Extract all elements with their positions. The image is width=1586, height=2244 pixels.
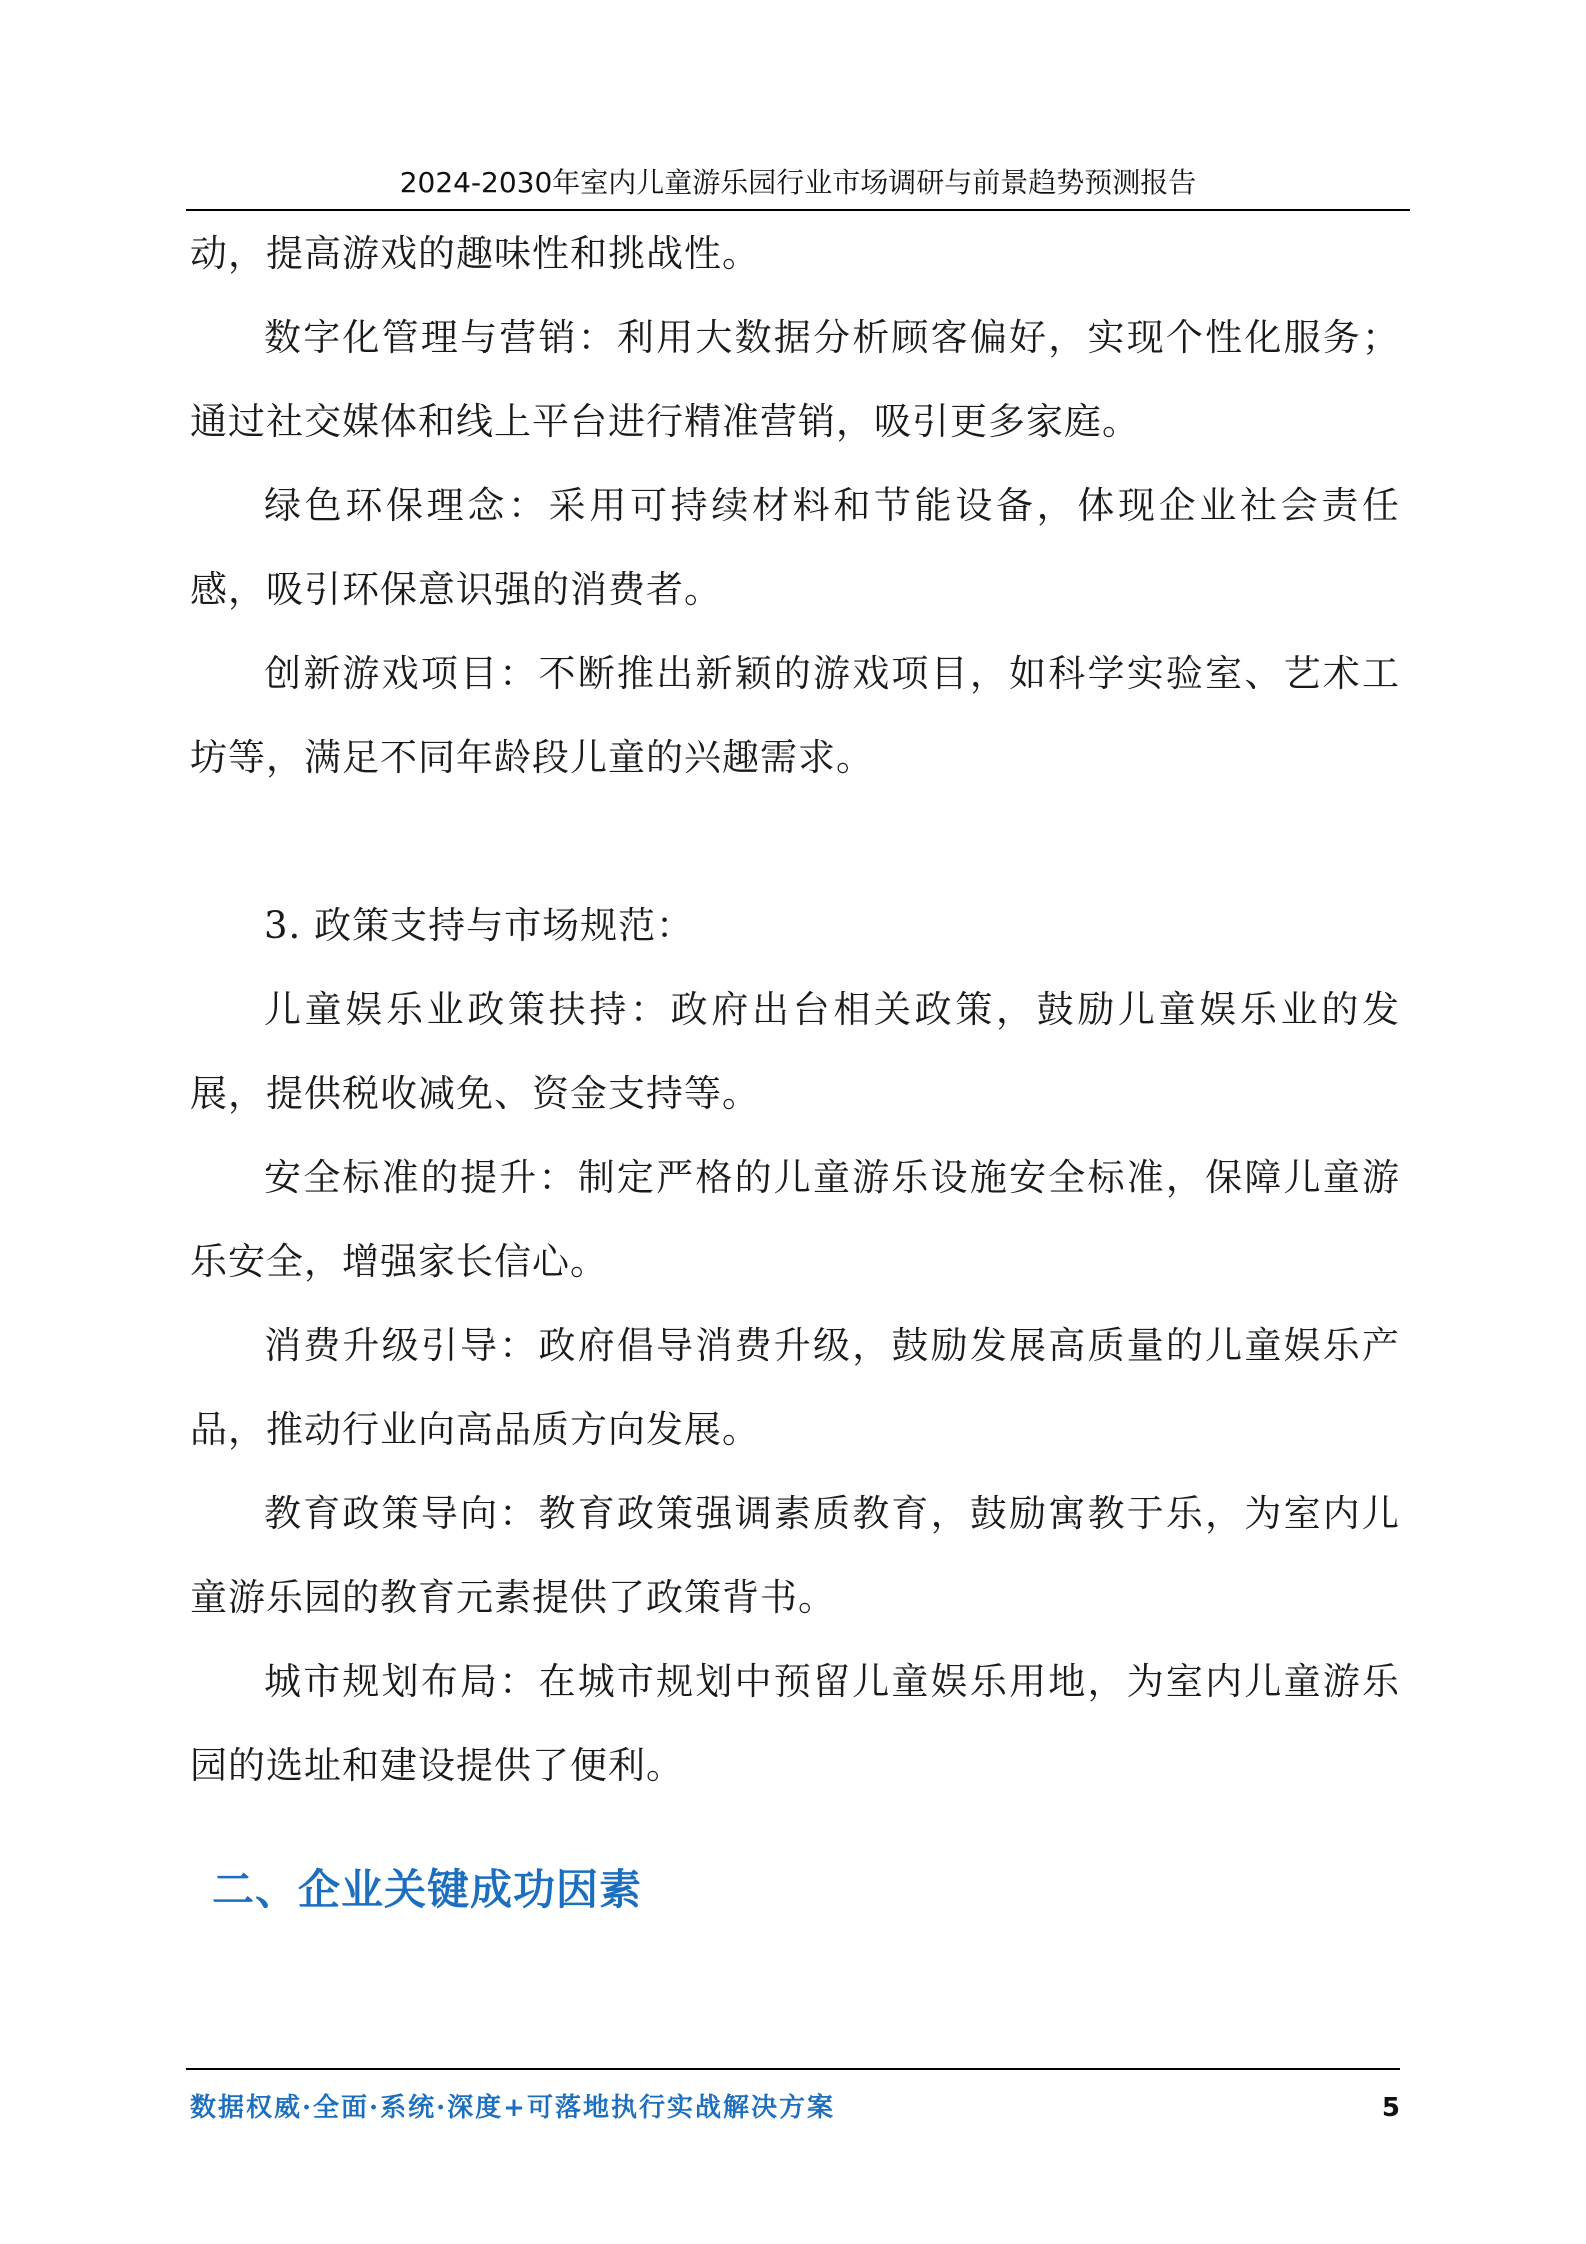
footer-slogan: 数据权威·全面·系统·深度+可落地执行实战解决方案: [190, 2093, 835, 2123]
page-header-title: 2024-2030年室内儿童游乐园行业市场调研与前景趋势预测报告: [399, 166, 1197, 199]
paragraph-green-concept: 绿色环保理念：采用可持续材料和节能设备，体现企业社会责任感，吸引环保意识强的消费者。: [190, 484, 1400, 611]
paragraph-safety-standards: 安全标准的提升：制定严格的儿童游乐设施安全标准，保障儿童游乐安全，增强家长信心。: [190, 1156, 1400, 1283]
page-number: 5: [1381, 2093, 1400, 2123]
paragraph-continuation: 动，提高游戏的趣味性和挑战性。: [190, 232, 760, 275]
section-spacer: [190, 1808, 1400, 1848]
paragraph-consumption-upgrade: 消费升级引导：政府倡导消费升级，鼓励发展高质量的儿童娱乐产品，推动行业向高品质方向发展。: [190, 1324, 1400, 1451]
footer-divider: [186, 2068, 1400, 2070]
paragraph-spacer: [190, 800, 1400, 884]
subsection-heading-policy: 3. 政策支持与市场规范：: [264, 904, 695, 947]
paragraph-urban-planning: 城市规划布局：在城市规划中预留儿童娱乐用地，为室内儿童游乐园的选址和建设提供了便利。: [190, 1660, 1400, 1787]
paragraph-education-policy: 教育政策导向：教育政策强调素质教育，鼓励寓教于乐，为室内儿童游乐园的教育元素提供了政策背书。: [190, 1492, 1400, 1619]
paragraph-digital-management: 数字化管理与营销：利用大数据分析顾客偏好，实现个性化服务；通过社交媒体和线上平台进行精准营销，吸引更多家庭。: [190, 316, 1400, 443]
paragraph-innovative-games: 创新游戏项目：不断推出新颖的游戏项目，如科学实验室、艺术工坊等，满足不同年龄段儿童的兴趣需求。: [190, 652, 1400, 779]
section-heading: 二、企业关键成功因素: [212, 1865, 643, 1914]
paragraph-policy-support: 儿童娱乐业政策扶持：政府出台相关政策，鼓励儿童娱乐业的发展，提供税收减免、资金支持等。: [190, 988, 1400, 1115]
page-body: [190, 212, 1400, 1932]
header-divider: [186, 209, 1410, 211]
